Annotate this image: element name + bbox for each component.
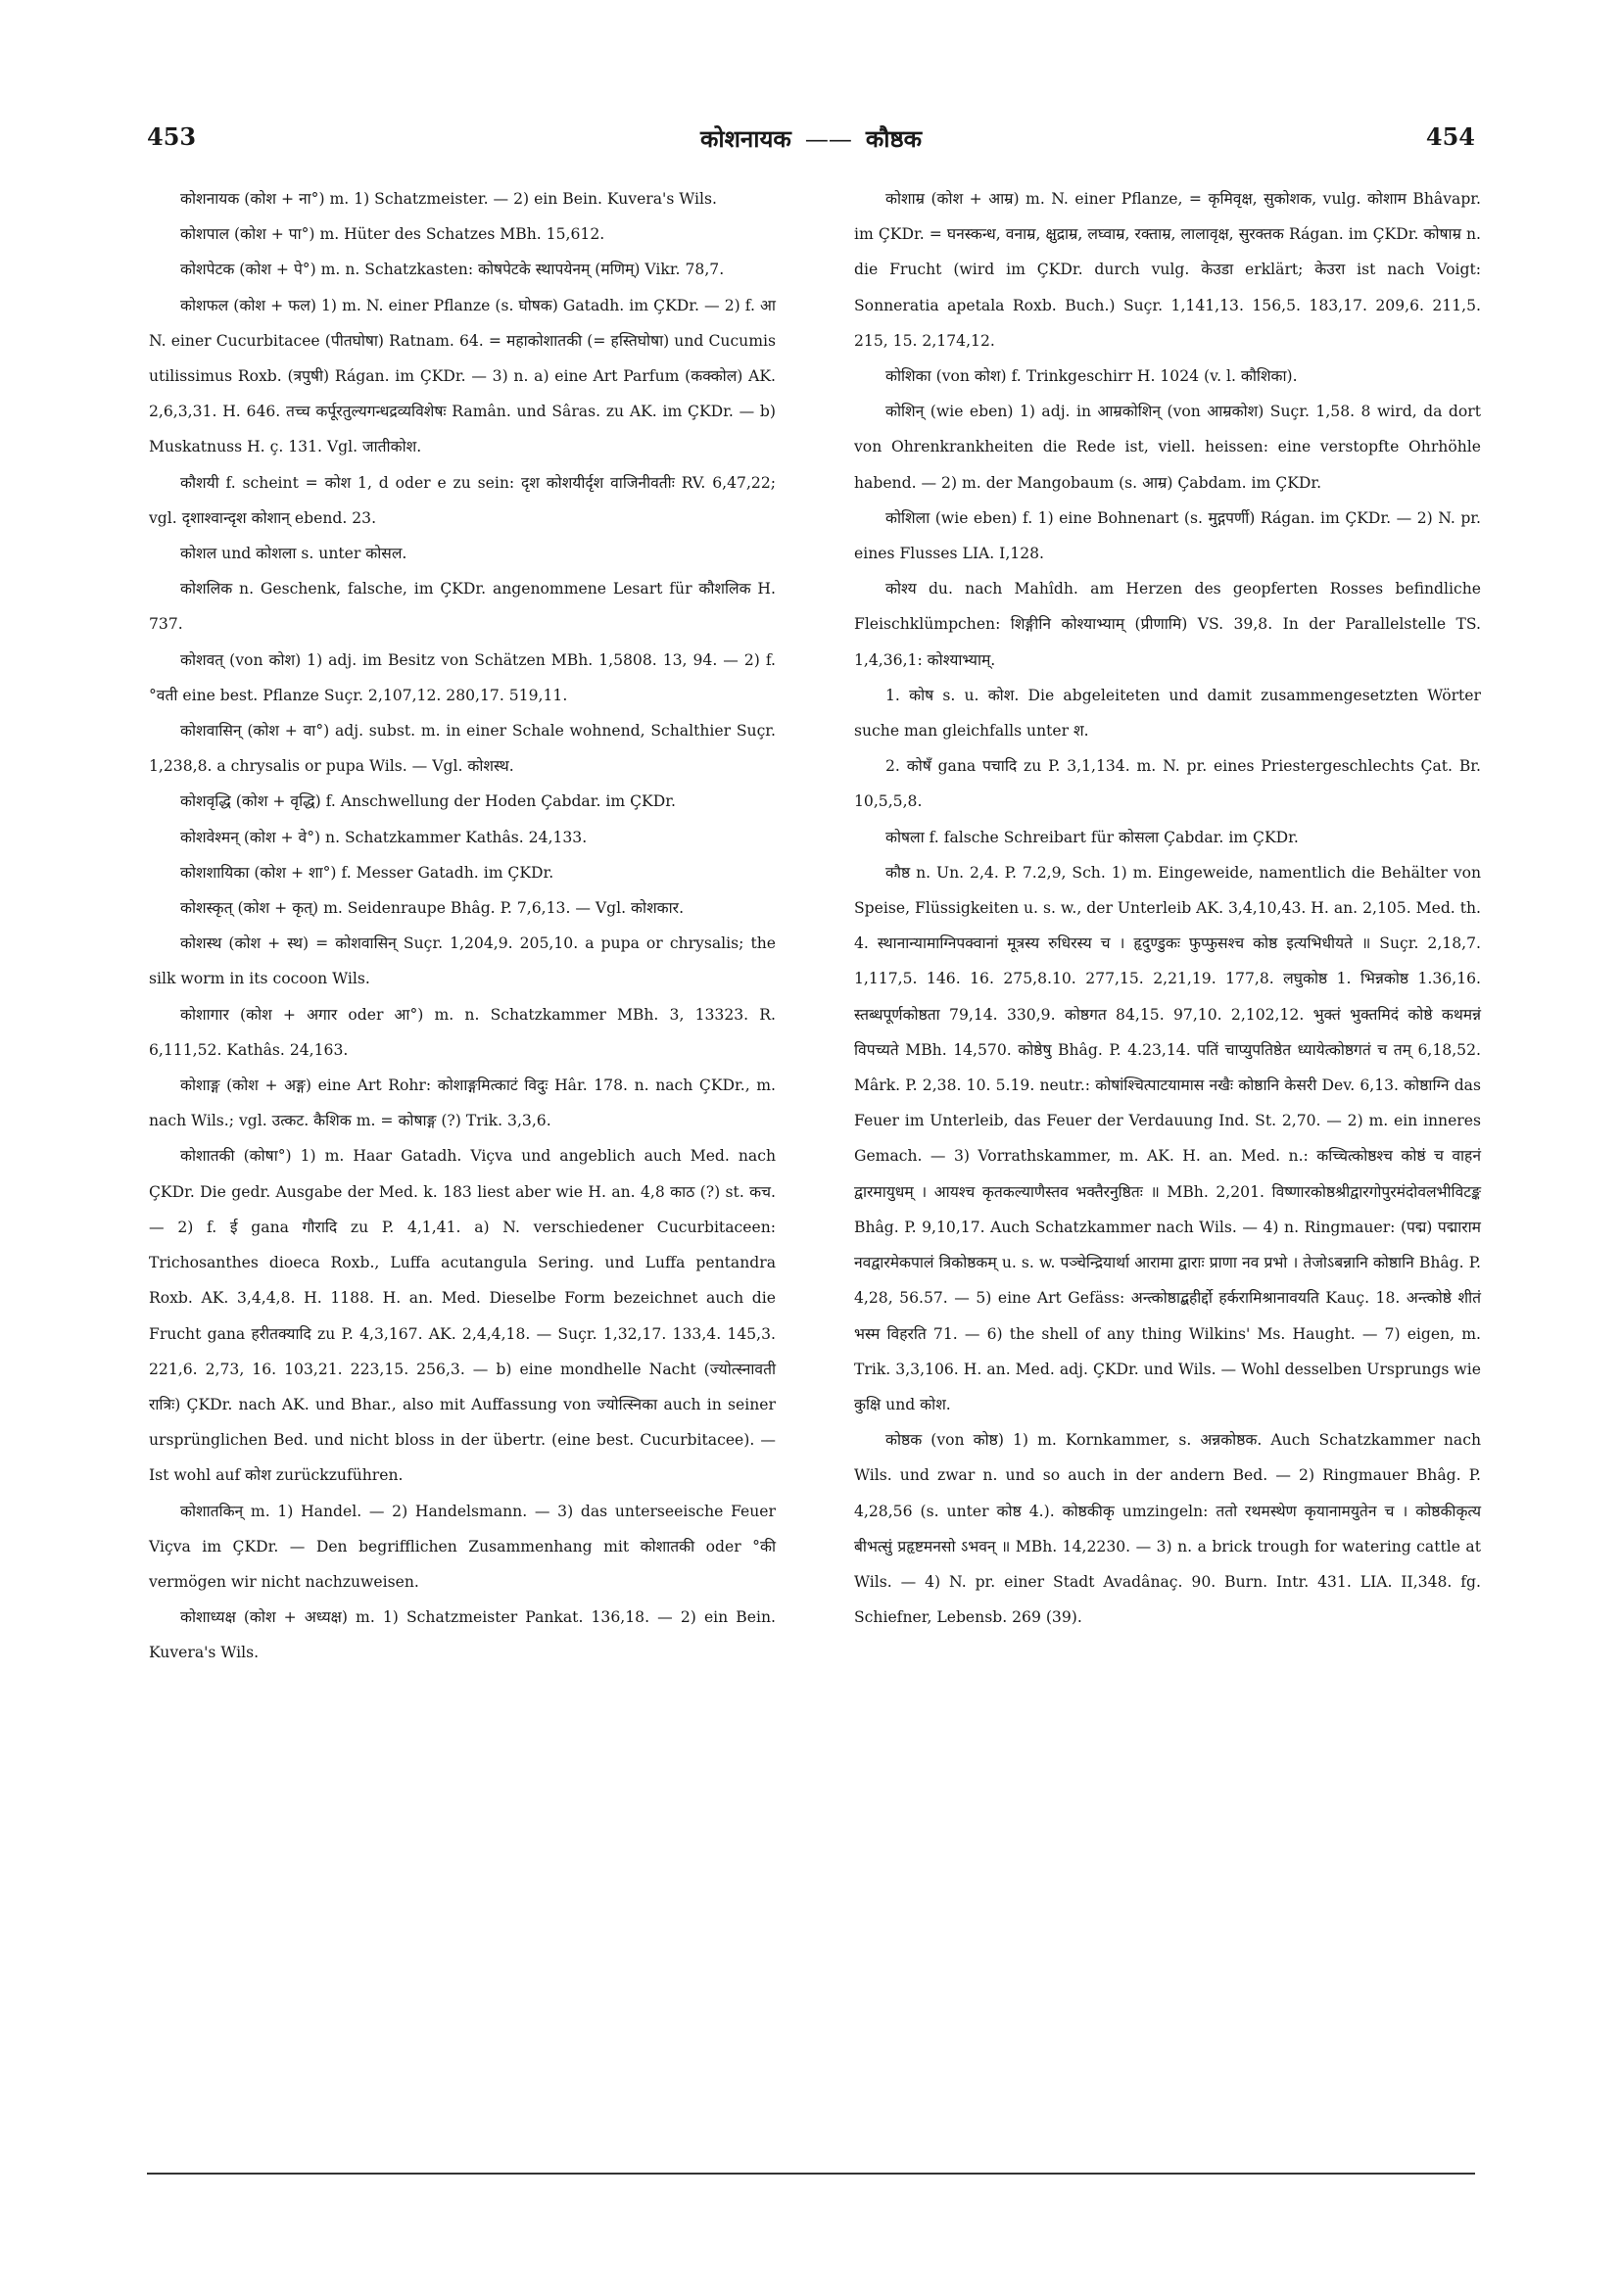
dictionary-entry: कौशयी f. scheint = कोश 1, d oder e zu sein: दृश कोशयीर्दृश वाजिनीवतीः RV. 6,47,22; vgl. दृशाश्वान्दृश कोशान् ebend. 23.	[149, 473, 776, 527]
dictionary-entry: कोशातकिन् m. 1) Handel. — 2) Handelsmann. — 3) das unterseeische Feuer Viçva im ÇKDr. — Den begrifflichen Zusammenhang mit कोशातकी oder °की vermögen wir nicht nachzuweisen.	[149, 1502, 776, 1591]
dictionary-entry: कोशस्थ (कोश + स्थ) = कोशवासिन् Suçr. 1,204,9. 205,10. a pupa or chrysalis; the silk worm in its cocoon Wils.	[149, 934, 776, 988]
page-header	[147, 122, 1475, 162]
dictionary-entry: कोशाङ्ग (कोश + अङ्ग) eine Art Rohr: कोशाङ्गमित्काटं विदुः Hâr. 178. n. nach ÇKDr., m. nach Wils.; vgl. उत्कट. कैशिक m. = कोषाङ्ग (?) Trik. 3,3,6.	[149, 1076, 776, 1130]
guide-dash: ——	[804, 125, 852, 153]
left-page-number: 453	[147, 122, 197, 151]
dictionary-entry: कोशफल (कोश + फल) 1) m. N. einer Pflanze (s. घोषक) Gatadh. im ÇKDr. — 2) f. आ N. einer Cucurbitacee (पीतघोषा) Ratnam. 64. = महाकोशातकी (= हस्तिघोषा) und Cucumis utilissimus Roxb. (त्रपुषी) Rágan. im ÇKDr. — 3) n. a) eine Art Parfum (कक्कोल) AK. 2,6,3,31. H. 646. तच्च कर्पूरतुल्यगन्धद्रव्यविशेषः Ramân. und Sâras. zu AK. im ÇKDr. — b) Muskatnuss H. ç. 131. Vgl. जातीकोश.	[149, 296, 776, 456]
dictionary-entry: कोशलिक n. Geschenk, falsche, im ÇKDr. angenommene Lesart für कौशलिक H. 737.	[149, 580, 776, 634]
dictionary-entry: कोषला f. falsche Schreibart für कोसला Çabdar. im ÇKDr.	[885, 828, 1299, 846]
dictionary-entry: कोशवृद्धि (कोश + वृद्धि) f. Anschwellung der Hoden Çabdar. im ÇKDr.	[180, 792, 676, 811]
dictionary-entry: कोष्ठक (von कोष्ठ) 1) m. Kornkammer, s. अन्नकोष्ठक. Auch Schatzkammer nach Wils. und zwar n. und so auch in der andern Bed. — 2) Ringmauer Bhâg. P. 4,28,56 (s. unter कोष्ठ 4.). कोष्ठकीकृ umzingeln: ततो रथमस्थेण कृयानामयुतेन च । कोष्ठकीकृत्य बीभत्सुं प्रहृष्टमनसो ऽभवन् ॥ MBh. 14,2230. — 3) n. a brick trough for watering cattle at Wils. — 4) N. pr. einer Stadt Avadânaç. 90. Burn. Intr. 431. LIA. II,348. fg. Schiefner, Lebensb. 269 (39).	[854, 1431, 1481, 1627]
dictionary-entry: 2. कोषँ gana पचादि zu P. 3,1,134. m. N. pr. eines Priestergeschlechts Çat. Br. 10,5,5,8.	[854, 757, 1481, 811]
dictionary-entry: कोशागार (कोश + अगार oder आ°) m. n. Schatzkammer MBh. 3, 13323. R. 6,111,52. Kathâs. 24,163.	[149, 1005, 776, 1059]
left-column	[149, 181, 776, 1671]
header-guide-words	[147, 122, 1475, 155]
right-column	[854, 181, 1481, 1635]
dictionary-entry: कोशपेटक (कोश + पे°) m. n. Schatzkasten: कोषपेटके स्थापयेनम् (मणिम्) Vikr. 78,7.	[180, 261, 725, 279]
dictionary-entry: कोशातकी (कोषा°) 1) m. Haar Gatadh. Viçva und angeblich auch Med. nach ÇKDr. Die gedr. Ausgabe der Med. k. 183 liest aber wie H. an. 4,8 काठ (?) st. कच. — 2) f. ई gana गौरादि zu P. 4,1,41. a) N. verschiedener Cucurbitaceen: Trichosanthes dioeca Roxb., Luffa acutangula Sering. und Luffa pentandra Roxb. AK. 3,4,4,8. H. 1188. H. an. Med. Dieselbe Form bezeichnet auch die Frucht gana हरीतक्यादि zu P. 4,3,167. AK. 2,4,4,18. — Suçr. 1,32,17. 133,4. 145,3. 221,6. 2,73, 16. 103,21. 223,15. 256,3. — b) eine mondhelle Nacht (ज्योत्स्नावती रात्रिः) ÇKDr. nach AK. und Bhar., also mit Auffassung von ज्योत्स्निका auch in seiner ursprünglichen Bed. und nicht bloss in der übertr. (eine best. Cucurbitacee). — Ist wohl auf कोश zurückzuführen.	[149, 1147, 776, 1485]
dictionary-entry: कोशनायक (कोश + ना°) m. 1) Schatzmeister. — 2) ein Bein. Kuvera's Wils.	[180, 190, 717, 208]
first-guide-word: कोशनायक	[699, 124, 791, 153]
dictionary-entry: कोशशायिका (कोश + शा°) f. Messer Gatadh. im ÇKDr.	[180, 863, 554, 882]
dictionary-entry: कोशिला (wie eben) f. 1) eine Bohnenart (s. मुद्गपर्णी) Rágan. im ÇKDr. — 2) N. pr. eines Flusses LIA. I,128.	[854, 508, 1481, 563]
dictionary-entry: कोशाध्यक्ष (कोश + अध्यक्ष) m. 1) Schatzmeister Pankat. 136,18. — 2) ein Bein. Kuvera's Wils.	[149, 1608, 776, 1662]
dictionary-entry: कौष्ठ n. Un. 2,4. P. 7.2,9, Sch. 1) m. Eingeweide, namentlich die Behälter von Speise, Flüssigkeiten u. s. w., der Unterleib AK. 3,4,10,43. H. an. 2,105. Med. th. 4. स्थानान्यामाग्निपक्वानां मूत्रस्य रुधिरस्य च । हृदुण्डुकः फुप्फुसश्च कोष्ठ इत्यभिधीयते ॥ Suçr. 2,18,7. 1,117,5. 146. 16. 275,8.10. 277,15. 2,21,19. 177,8. लघुकोष्ठ 1. भिन्नकोष्ठ 1.36,16. स्तब्धपूर्णकोष्ठता 79,14. 330,9. कोष्ठगत 84,15. 97,10. 2,102,12. भुक्तं भुक्तमिदं कोष्ठे कथमन्नं विपच्यते MBh. 14,570. कोष्ठेषु Bhâg. P. 4.23,14. पतिं चाप्युपतिष्ठेत ध्यायेत्कोष्ठगतं च तम् 6,18,52. Mârk. P. 2,38. 10. 5.19. neutr.: कोषांश्चित्पाटयामास नखैः कोष्ठानि केसरी Dev. 6,13. कोष्ठाग्नि das Feuer im Unterleib, das Feuer der Verdauung Ind. St. 2,70. — 2) m. ein inneres Gemach. — 3) Vorrathskammer, m. AK. H. an. Med. n.: कच्चित्कोष्ठश्च कोष्ठं च वाहनं द्वारमायुधम् । आयश्च कृतकल्याणैस्तव भक्तैरनुष्ठितः ॥ MBh. 2,201. विष्णारकोष्ठश्रीद्वारगोपुरमंदोवलभीविटङ्क Bhâg. P. 9,10,17. Auch Schatzkammer nach Wils. — 4) n. Ringmauer: (पद्म) पद्माराम नवद्वारमेकपालं त्रिकोष्ठकम् u. s. w. पञ्चेन्द्रियार्था आरामा द्वाराः प्राणा नव प्रभो । तेजोऽबन्नानि कोष्ठानि Bhâg. P. 4,28, 56.57. — 5) eine Art Gefäss: अन्त्कोष्ठाद्बहीर्द्दो हर्करामिश्रानावयति Kauç. 18. अन्त्कोष्ठे शीतं भस्म विहरति 71. — 6) the shell of any thing Wilkins' Ms. Haught. — 7) eigen, m. Trik. 3,3,106. H. an. Med. adj. ÇKDr. und Wils. — Wohl desselben Ursprungs wie कुक्षि und कोश.	[854, 863, 1481, 1413]
right-page-number: 454	[1425, 122, 1475, 151]
dictionary-entry: कोशपाल (कोश + पा°) m. Hüter des Schatzes MBh. 15,612.	[180, 225, 605, 244]
dictionary-entry: कोशवासिन् (कोश + वा°) adj. subst. m. in einer Schale wohnend, Schalthier Suçr. 1,238,8. a chrysalis or pupa Wils. — Vgl. कोशस्थ.	[149, 722, 776, 776]
dictionary-entry: कोशवेश्मन् (कोश + वे°) n. Schatzkammer Kathâs. 24,133.	[180, 828, 588, 846]
dictionary-entry: कोशल und कोशला s. unter कोसल.	[180, 545, 407, 563]
dictionary-entry: कोशस्कृत् (कोश + कृत्) m. Seidenraupe Bhâg. P. 7,6,13. — Vgl. कोशकार.	[180, 899, 685, 918]
dictionary-entry: 1. कोष s. u. कोश. Die abgeleiteten und damit zusammengesetzten Wörter suche man gleichfalls unter श.	[854, 686, 1481, 741]
dictionary-entry: कोश्य du. nach Mahîdh. am Herzen des geopferten Rosses befindliche Fleischklümpchen: शिङ्गीनि कोश्याभ्याम् (प्रीणामि) VS. 39,8. In der Parallelstelle TS. 1,4,36,1: कोश्याभ्याम्.	[854, 580, 1481, 669]
footer-rule	[147, 2173, 1475, 2175]
dictionary-entry: कोशिन् (wie eben) 1) adj. in आम्रकोशिन् (von आम्रकोश) Suçr. 1,58. 8 wird, da dort von Ohrenkrankheiten die Rede ist, viell. heissen: eine verstopfte Ohrhöhle habend. — 2) m. der Mangobaum (s. आम्र) Çabdam. im ÇKDr.	[854, 403, 1481, 492]
last-guide-word: कौष्ठक	[865, 124, 923, 153]
dictionary-entry: कोशिका (von कोश) f. Trinkgeschirr H. 1024 (v. l. कौशिका).	[885, 367, 1298, 386]
dictionary-entry: कोशाम्र (कोश + आम्र) m. N. einer Pflanze, = कृमिवृक्ष, सुकोशक, vulg. कोशाम Bhâvapr. im ÇKDr. = घनस्कन्ध, वनाम्र, क्षुद्राम्र, लघ्वाम्र, रक्ताम्र, लालावृक्ष, सुरक्तक Rágan. im ÇKDr. कोषाम्र n. die Frucht (wird im ÇKDr. durch vulg. केउडा erklärt; केउरा ist nach Voigt: Sonneratia apetala Roxb. Buch.) Suçr. 1,141,13. 156,5. 183,17. 209,6. 211,5. 215, 15. 2,174,12.	[854, 190, 1481, 350]
dictionary-entry: कोशवत् (von कोश) 1) adj. im Besitz von Schätzen MBh. 1,5808. 13, 94. — 2) f. °वती eine best. Pflanze Suçr. 2,107,12. 280,17. 519,11.	[149, 650, 776, 704]
